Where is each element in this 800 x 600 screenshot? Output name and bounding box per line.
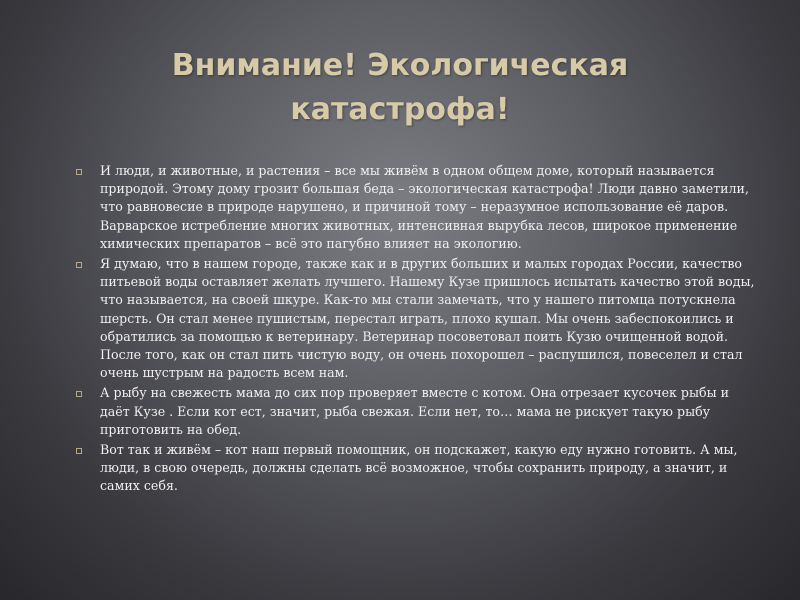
hollow-square-bullet-icon bbox=[76, 262, 82, 268]
hollow-square-bullet-icon bbox=[76, 391, 82, 397]
slide-title-line-2: катастрофа! bbox=[290, 92, 510, 127]
slide-title bbox=[60, 44, 740, 132]
paragraph-conclusion bbox=[76, 441, 756, 496]
paragraph-ecology bbox=[76, 162, 756, 253]
paragraph-text: А рыбу на свежесть мама до сих пор проверяет вместе с котом. Она отрезает кусочек рыбы и даёт Кузе . Если кот ест, значит, рыба свежая. Если нет, то… мама не рискует такую рыбу приготовить на обед. bbox=[100, 385, 730, 437]
hollow-square-bullet-icon bbox=[76, 448, 82, 454]
paragraph-text: Я думаю, что в нашем городе, также как и в других больших и малых городах России, качество питьевой воды оставляет желать лучшего. Нашему Кузе пришлось испытать качество этой воды, что называется, на своей шкуре. Как-то мы стали замечать, что у нашего питомца потускнела шерсть. Он стал менее пушистым, перестал играть, плохо кушал. Мы очень забеспокоились и обратились за помощью к ветеринару. Ветеринар посоветовал поить Кузю очищенной водой. После того, как он стал пить чистую воду, он очень похорошел – распушился, повеселел и стал очень шустрым на радость всем нам. bbox=[100, 256, 755, 381]
paragraph-water-quality bbox=[76, 255, 756, 382]
paragraph-fish-check bbox=[76, 384, 756, 439]
paragraph-text: Вот так и живём – кот наш первый помощник, он подскажет, какую еду нужно готовить. А мы, люди, в свою очередь, должны сделать всё возможное, чтобы сохранить природу, а значит, и самих себя. bbox=[100, 442, 738, 494]
paragraph-text: И люди, и животные, и растения – все мы живём в одном общем доме, который называется природой. Этому дому грозит большая беда – экологическая катастрофа! Люди давно заметили, что равновесие в природе нарушено, и причиной тому – неразумное использование её даров. Варварское истребление многих животных, интенсивная вырубка лесов, широкое применение химических препаратов – всё это пагубно влияет на экологию. bbox=[100, 163, 749, 251]
hollow-square-bullet-icon bbox=[76, 169, 82, 175]
slide-body bbox=[76, 162, 756, 498]
slide-title-line-1: Внимание! Экологическая bbox=[171, 48, 629, 83]
